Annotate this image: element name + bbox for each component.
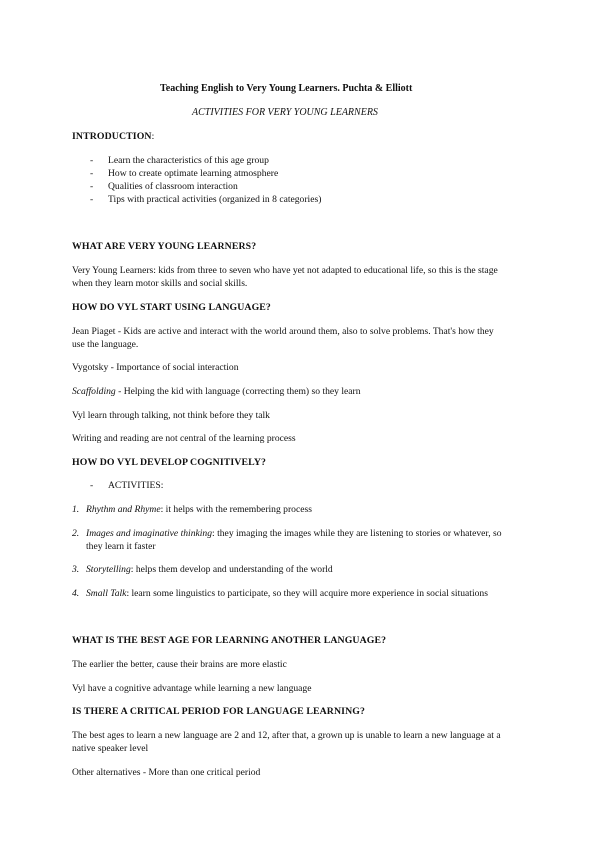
bullet-dash: - [90,181,94,192]
section-heading-how-start: HOW DO VYL START USING LANGUAGE? [72,302,271,313]
list-number: 4. [72,588,80,599]
paragraph-line: Vygotsky - Importance of social interaction [72,362,239,373]
section-heading-critical: IS THERE A CRITICAL PERIOD FOR LANGUAGE LEARNING? [72,706,365,717]
scaffolding-term: Scaffolding [72,386,116,397]
list-item-continuation: they learn it faster [86,541,156,552]
list-number: 1. [72,504,80,515]
paragraph-line: Vyl have a cognitive advantage while learning a new language [72,683,312,694]
bullet-dash: - [90,194,94,205]
section-heading-best-age: WHAT IS THE BEST AGE FOR LEARNING ANOTHER LANGUAGE? [72,635,387,646]
bullet-dash: - [90,480,94,491]
paragraph-line: when they learn motor skills and social skills. [72,278,248,289]
scaffolding-text: - Helping the kid with language (correcting them) so they learn [115,386,361,397]
list-item-term: Images and imaginative thinking [86,528,213,539]
intro-heading: INTRODUCTION [72,131,152,142]
document-subtitle: ACTIVITIES FOR VERY YOUNG LEARNERS [192,107,378,118]
activities-label: ACTIVITIES: [108,480,164,491]
bullet-dash: - [90,168,94,179]
list-item-text: : they imaging the images while they are listening to stories or whatever, so [212,528,502,539]
paragraph-line: Writing and reading are not central of the learning process [72,433,296,444]
intro-heading-line [72,131,154,143]
list-item [86,528,502,540]
intro-bullet: Learn the characteristics of this age group [108,155,269,166]
paragraph-line: Other alternatives - More than one critical period [72,767,261,778]
section-heading-what-are: WHAT ARE VERY YOUNG LEARNERS? [72,241,257,252]
list-item-text: : learn some linguistics to participate, so they will acquire more experience in social situations [126,588,488,599]
scaffolding-line [72,386,361,398]
list-item-text: : helps them develop and understanding of the world [130,564,333,575]
section-heading-cognitive: HOW DO VYL DEVELOP COGNITIVELY? [72,457,267,468]
list-number: 3. [72,564,80,575]
paragraph-line: Very Young Learners: kids from three to seven who have yet not adapted to educational life, so this is the stage [72,265,498,276]
list-item [86,564,333,576]
list-item [86,588,488,600]
intro-colon: : [151,131,155,142]
intro-bullet: How to create optimate learning atmosphere [108,168,279,179]
list-item-term: Storytelling [86,564,131,575]
list-item [86,504,312,516]
list-number: 2. [72,528,80,539]
paragraph-line: Jean Piaget - Kids are active and interact with the world around them, also to solve problems. That's how they [72,326,494,337]
bullet-dash: - [90,155,94,166]
intro-bullet: Tips with practical activities (organized in 8 categories) [108,194,322,205]
paragraph-line: The best ages to learn a new language are 2 and 12, after that, a grown up is unable to learn a new language at a [72,730,501,741]
paragraph-line: The earlier the better, cause their brains are more elastic [72,659,287,670]
list-item-text: : it helps with the remembering process [160,504,312,515]
list-item-term: Small Talk [86,588,127,599]
paragraph-line: native speaker level [72,743,149,754]
document-title: Teaching English to Very Young Learners. Puchta & Elliott [160,83,413,94]
paragraph-line: Vyl learn through talking, not think before they talk [72,410,270,421]
list-item-term: Rhythm and Rhyme [86,504,161,515]
intro-bullet: Qualities of classroom interaction [108,181,238,192]
paragraph-line: use the language. [72,339,139,350]
